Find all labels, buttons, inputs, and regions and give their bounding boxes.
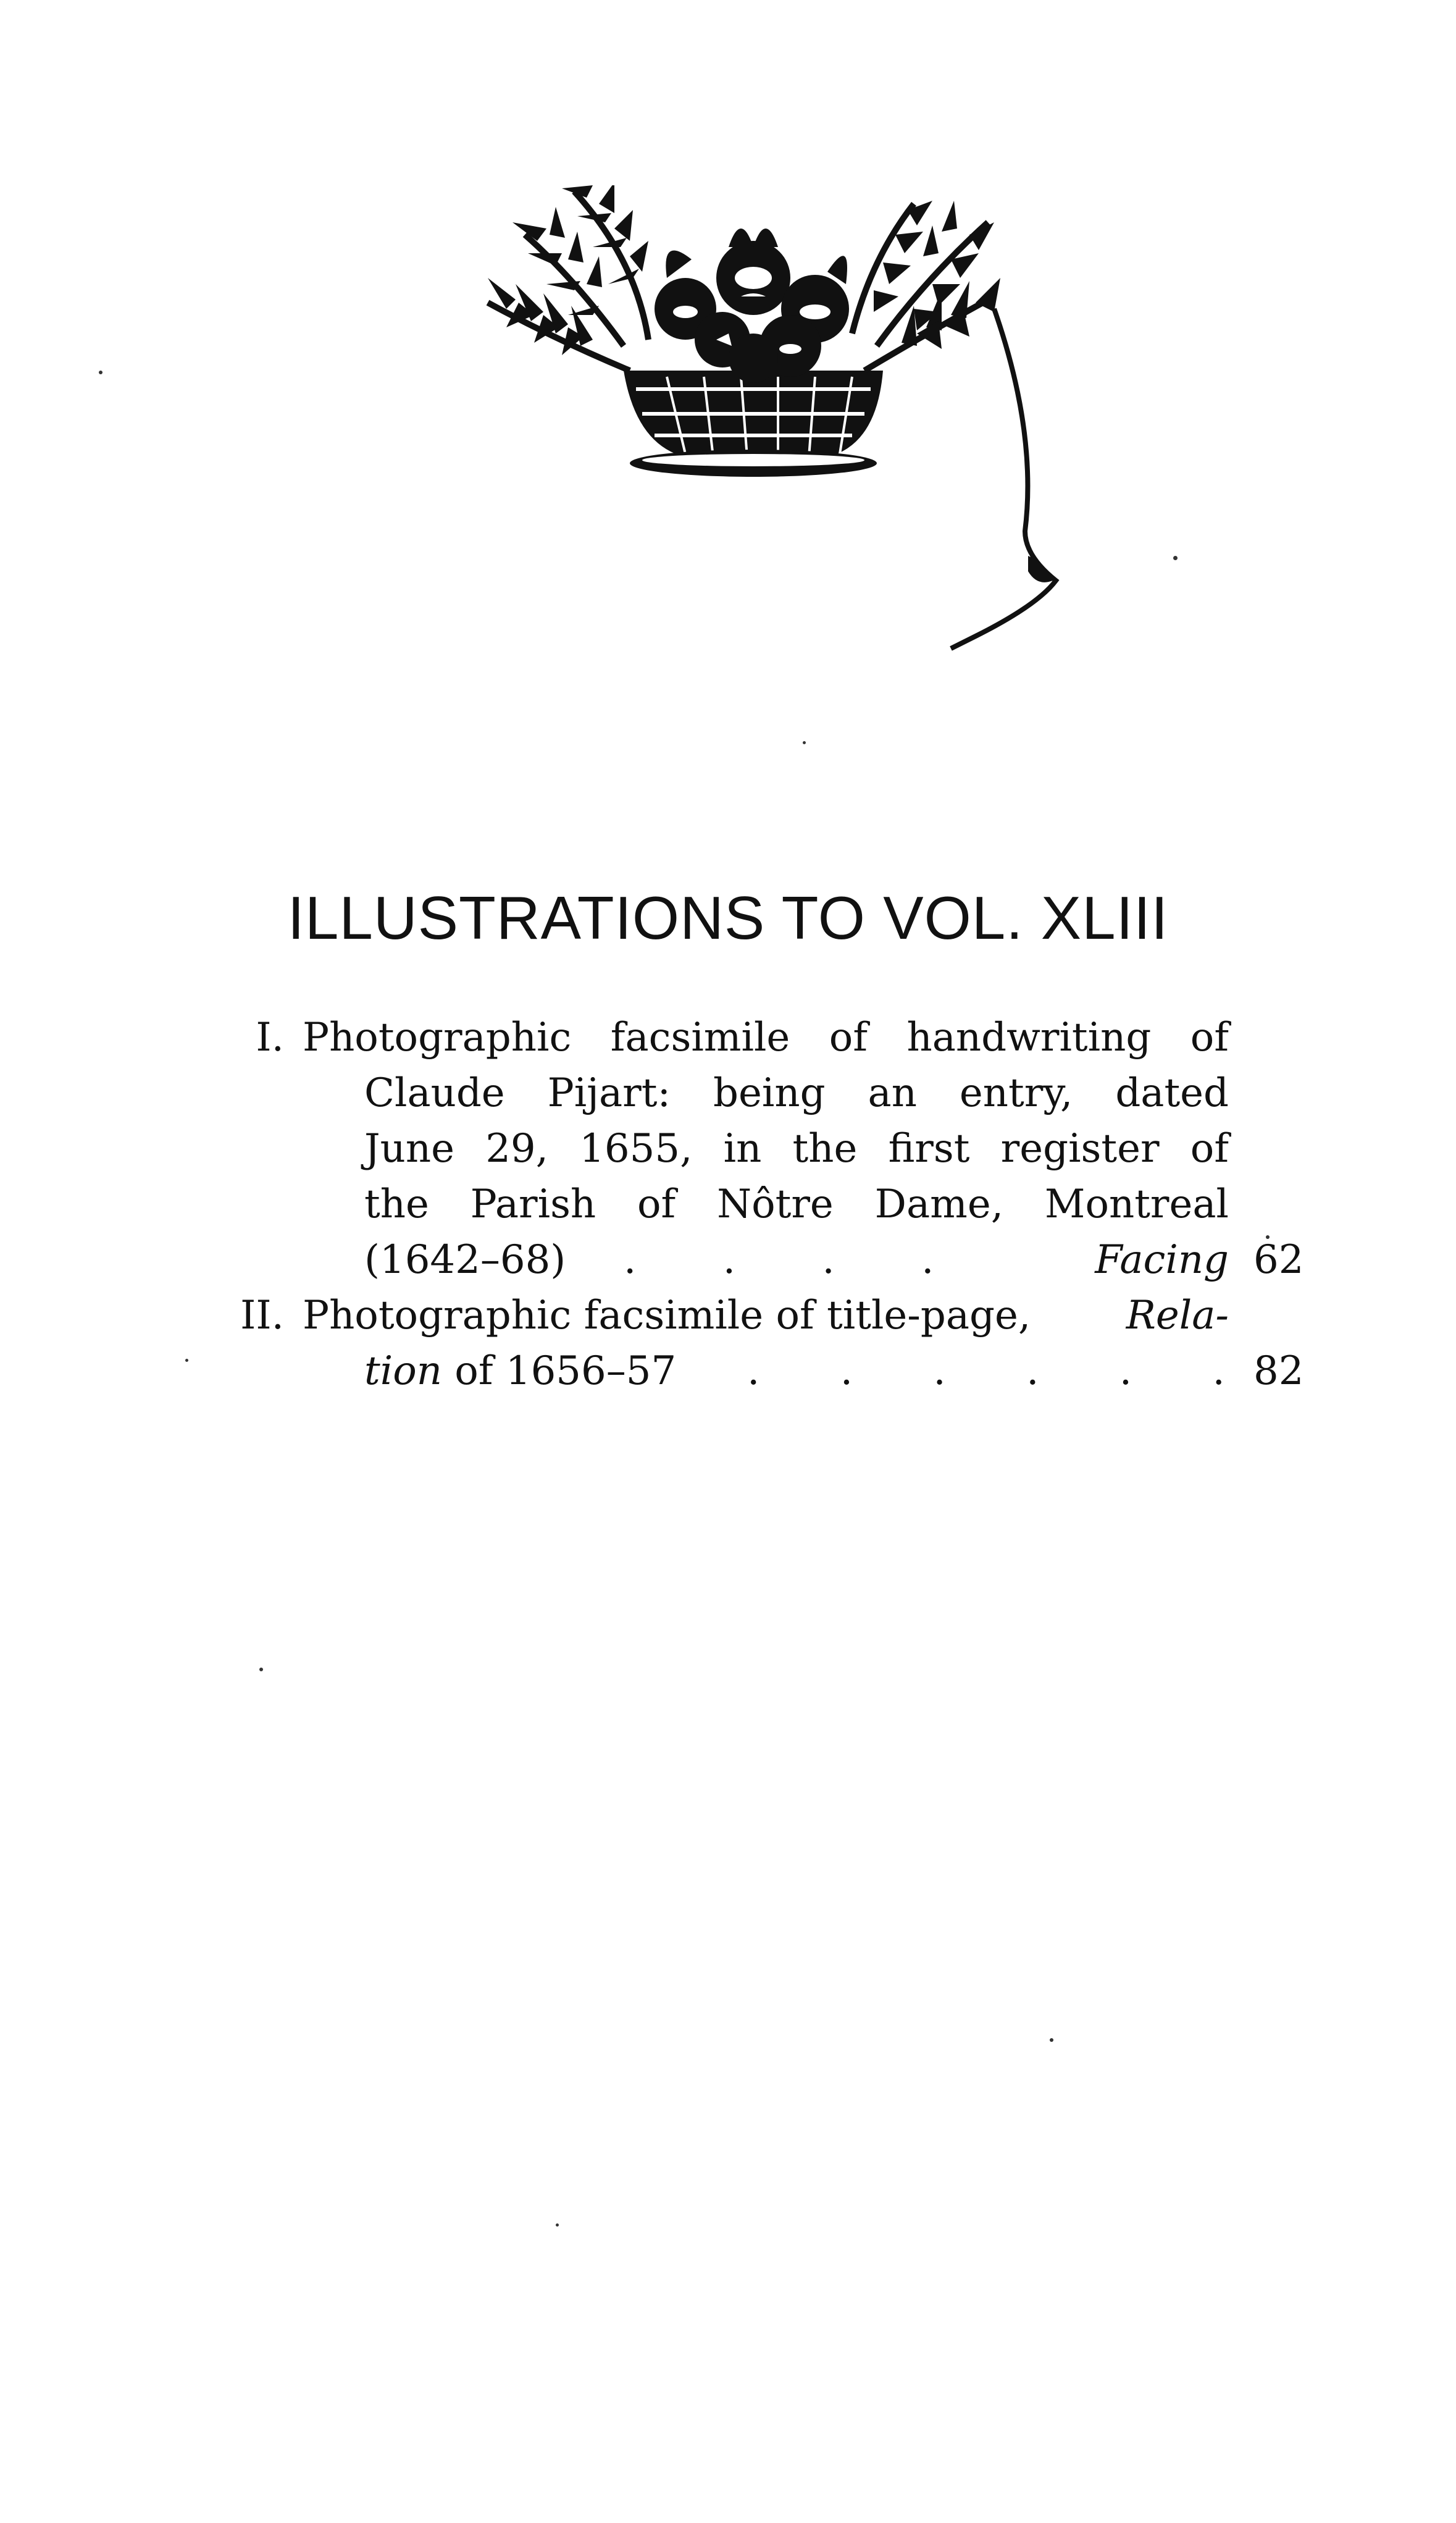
item-text-line xyxy=(303,1288,1229,1343)
page-title: ILLUSTRATIONS TO VOL. XLIII xyxy=(287,884,1169,952)
item-numeral: II. xyxy=(240,1293,284,1338)
item-date-range: (1642–68) xyxy=(364,1237,566,1283)
list-item xyxy=(185,1010,1334,1288)
scan-speck xyxy=(1173,556,1178,560)
scan-speck xyxy=(556,2223,559,2227)
item-last-line xyxy=(364,1232,1304,1288)
item-last-line xyxy=(364,1343,1304,1399)
illustrations-list xyxy=(185,1010,1334,1399)
item-text-line: Photographic facsimile of handwriting of xyxy=(303,1015,1229,1060)
scan-speck xyxy=(1050,2038,1053,2042)
page-number: 82 xyxy=(1253,1348,1304,1394)
facing-label: Facing xyxy=(1095,1237,1229,1283)
list-item xyxy=(185,1288,1334,1399)
scan-speck xyxy=(99,371,103,374)
item-date-range: of 1656–57 xyxy=(454,1348,677,1394)
flower-basket-icon xyxy=(482,185,1111,655)
item-text-line: June 29, 1655, in the first register of xyxy=(364,1126,1229,1172)
item-text-line: the Parish of Nôtre Dame, Montreal xyxy=(364,1182,1229,1227)
item-text: Photographic facsimile of title-page, xyxy=(303,1293,1031,1338)
item-text-line: Claude Pijart: being an entry, dated xyxy=(364,1070,1229,1116)
scan-speck xyxy=(259,1668,263,1671)
item-italic-tail: Rela- xyxy=(1126,1293,1229,1338)
item-italic-text: tion xyxy=(364,1348,442,1394)
page-number: 62 xyxy=(1253,1237,1304,1283)
scan-speck xyxy=(803,741,806,744)
dot-leader: . . . . . . xyxy=(747,1348,1259,1394)
item-numeral: I. xyxy=(256,1015,284,1060)
dot-leader: . . . . xyxy=(624,1237,971,1283)
